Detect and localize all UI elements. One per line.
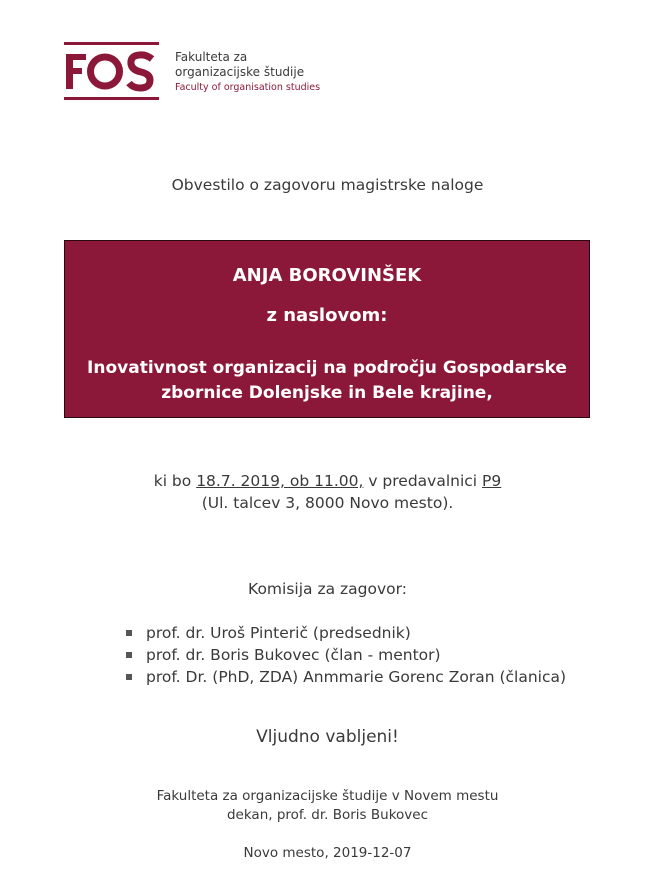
defense-prefix: ki bo [153,472,197,490]
list-item [124,666,594,688]
notice-title: Obvestilo o zagovoru magistrske naloge [171,176,484,194]
committee-title: Komisija za zagovor: [248,580,407,598]
defense-room-prefix: v predavalnici [363,472,483,490]
list-item [124,644,594,666]
logo-text-line3: Faculty of organisation studies [175,81,321,93]
candidate-box [64,240,590,418]
logo-text-line1: Fakulteta za [175,49,248,64]
footer-date: Novo mesto, 2019-12-07 [243,845,412,861]
committee-member: prof. dr. Uroš Pinterič (predsednik) [146,624,411,642]
defense-datetime: 18.7. 2019, ob 11.00, [196,472,364,490]
candidate-name: ANJA BOROVINŠEK [232,265,422,286]
committee-member: prof. Dr. (PhD, ZDA) Anmmarie Gorenc Zoran (članica) [146,668,567,686]
footer-org-line: Fakulteta za organizacijske študije v Novem mestu [156,788,499,804]
candidate-subtitle: z naslovom: [266,305,388,326]
bullet-icon [126,674,132,680]
bullet-icon [126,652,132,658]
fos-logo-mark [64,42,159,100]
fos-logo [64,42,320,100]
logo-text-line2: organizacijske študije [175,64,305,79]
thesis-title-line2: zbornice Dolenjske in Bele krajine, [161,383,493,403]
logo-text [175,50,320,95]
defense-address: (Ul. talcev 3, 8000 Novo mesto). [201,494,454,512]
thesis-title-line1: Inovativnost organizacij na področju Gospodarske [87,358,567,378]
defense-details [0,470,655,514]
list-item [124,622,594,644]
committee-list [124,622,594,688]
committee-member: prof. dr. Boris Bukovec (član - mentor) [146,646,441,664]
greeting: Vljudno vabljeni! [256,727,399,747]
bullet-icon [126,630,132,636]
defense-datetime-line [0,470,655,492]
footer-dean-line: dekan, prof. dr. Boris Bukovec [226,807,429,823]
footer-signature [0,787,655,825]
defense-room: P9 [482,472,502,490]
thesis-title [75,356,579,406]
